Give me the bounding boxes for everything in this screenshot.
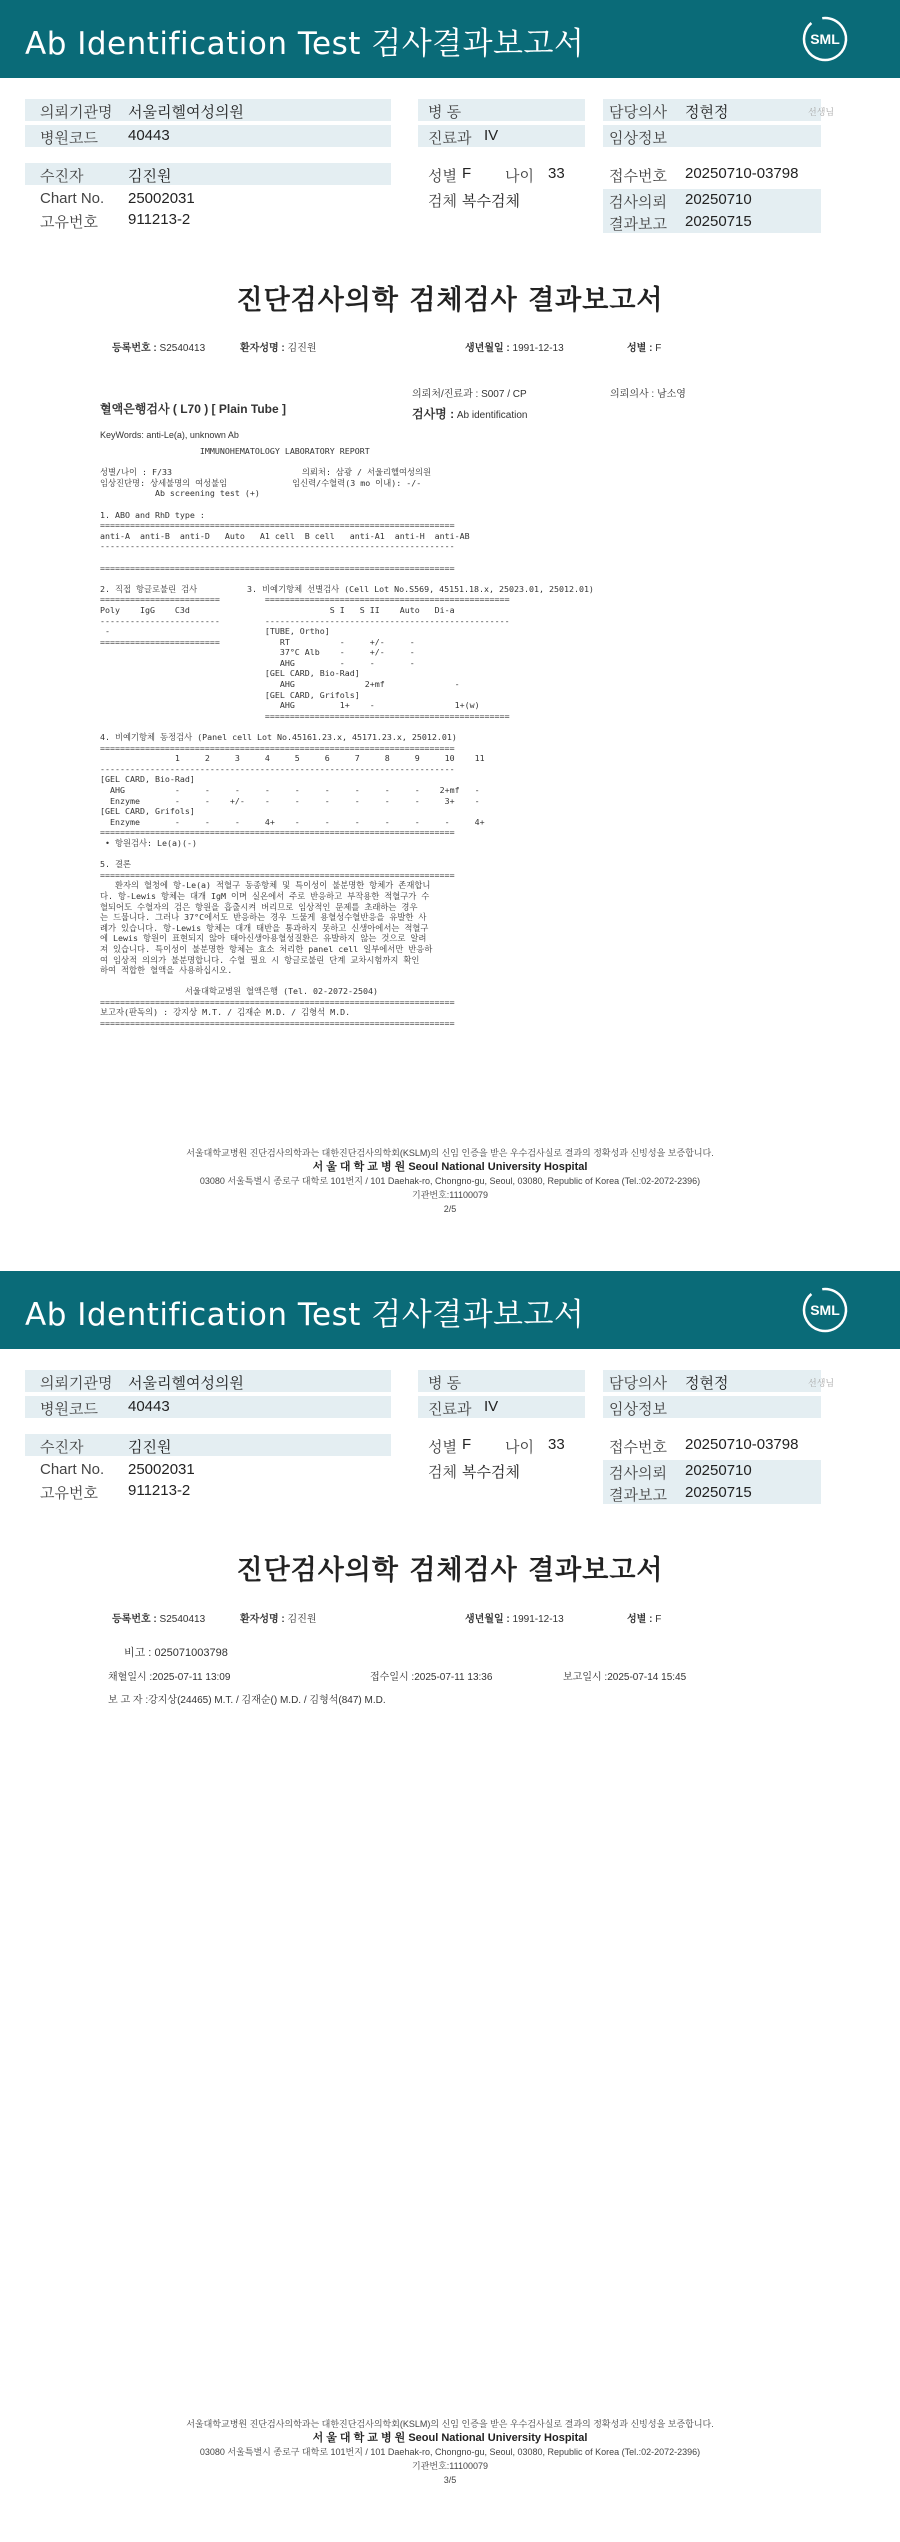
id-label: 고유번호 xyxy=(40,214,98,231)
report-header-title: Ab Identification Test 검사결과보고서 xyxy=(25,26,585,62)
dob-line xyxy=(465,339,564,354)
test-item-line xyxy=(412,405,528,422)
dept-value: IV xyxy=(484,1398,499,1415)
patient-name-label: 환자성명 : xyxy=(240,343,285,354)
test-date-label: 검사의뢰 xyxy=(609,194,667,211)
doctor-label: 담당의사 xyxy=(609,104,667,121)
dob-label: 생년월일 : xyxy=(465,343,510,354)
hospital-code-label: 병원코드 xyxy=(40,130,98,147)
dob-value: 1991-12-13 xyxy=(512,1614,564,1625)
test-date-value: 20250710 xyxy=(685,191,752,208)
age-label: 나이 xyxy=(505,1439,534,1456)
ward-label: 병 동 xyxy=(428,104,462,121)
chart-value: 25002031 xyxy=(128,1461,195,1478)
patient-line xyxy=(112,339,205,354)
reg-value: S2540413 xyxy=(159,343,206,354)
patient-name-line xyxy=(240,339,317,354)
requesting-doctor-line: 의뢰의사 : 남소영 xyxy=(610,389,686,400)
dob-label: 생년월일 : xyxy=(465,1614,510,1625)
clinical-label: 임상정보 xyxy=(609,1401,667,1418)
note-line xyxy=(124,1644,228,1660)
page-number: 3/5 xyxy=(443,2475,457,2485)
report-header-title: Ab Identification Test 검사결과보고서 xyxy=(25,1297,585,1333)
test-date-value: 20250710 xyxy=(685,1462,752,1479)
age-value: 33 xyxy=(548,1436,565,1453)
examinee-value: 김진원 xyxy=(128,168,172,185)
patient-name-value: 김진원 xyxy=(287,1614,317,1625)
examinee-label: 수진자 xyxy=(40,1439,84,1456)
doctor-suffix: 선생님 xyxy=(808,107,835,117)
requesting-org-label: 의뢰기관명 xyxy=(40,1375,113,1392)
report-date-value: 20250715 xyxy=(685,1484,752,1501)
dept-value: IV xyxy=(484,127,499,144)
dept-line: 의뢰처/진료과 : S007 / CP xyxy=(412,389,527,400)
specimen-label: 검체 xyxy=(428,1464,457,1481)
reporter-line: 보 고 자 :강지상(24465) M.T. / 김재순() M.D. / 김형석(847) M.D. xyxy=(108,1695,386,1706)
test-item-label: 검사명 : xyxy=(412,407,455,421)
specimen-label: 검체 xyxy=(428,193,457,210)
requesting-org-label: 의뢰기관명 xyxy=(40,104,113,121)
report-page-3 xyxy=(0,1271,900,2542)
patient-name-value: 김진원 xyxy=(287,343,317,354)
report-time: 보고일시 :2025-07-14 15:45 xyxy=(563,1672,687,1683)
patient-line xyxy=(112,1610,205,1625)
doctor-value: 정현정 xyxy=(685,104,729,121)
footer-hospital: 서 울 대 학 교 병 원 Seoul National University Hospital xyxy=(312,1161,588,1173)
hospital-code-value: 40443 xyxy=(128,127,170,144)
reg-value: S2540413 xyxy=(159,1614,206,1625)
doctor-value: 정현정 xyxy=(685,1375,729,1392)
chart-label: Chart No. xyxy=(40,1461,105,1478)
age-label: 나이 xyxy=(505,168,534,185)
page-number: 2/5 xyxy=(443,1204,457,1214)
footer-address: 03080 서울특별시 종로구 대학로 101번지 / 101 Daehak-ro, Chongno-gu, Seoul, 03080, Republic of Korea (Tel.:02-2072-2396) xyxy=(199,1176,701,1186)
patient-name-line xyxy=(240,1610,317,1625)
hospital-code-value: 40443 xyxy=(128,1398,170,1415)
doc-sex-value: F xyxy=(655,343,662,354)
examinee-value: 김진원 xyxy=(128,1439,172,1456)
immunohematology-report-text: IMMUNOHEMATOLOGY LABORATORY REPORT 성별/나이 : F/33 의뢰처: 삼광 / 서울리헬여성의원 임상진단명: 상세불명의 여성불임 임신력/수혈력(3 mo 이내): -/- Ab screening test (+) 1. ABO and RhD type : ======================================================================= anti-A anti-B anti-D Auto A1 cell B cell anti-A1 anti-H anti-AB ----------------------------------------------------------------------- ======================================================================= 2. 직접 항글로불린 검사 3. 비예기항체 선별검사 (Cell Lot No.S569, 45151.18.x, 25023.01, 25012.01) ======================== ================================================= Poly IgG C3d S I S II Auto Di-a ------------------------ ------------------------------------------------- - [TUBE, Ortho] ======================== RT - +/- - 37°C Alb - +/- - AHG - - - [GEL CARD, Bio-Rad] AHG 2+mf - [GEL CARD, Grifols] AHG 1+ - 1+(w) ================================================= 4. 비예기항체 동정검사 (Panel cell Lot No.45161.23.x, 45171.23.x, 25012.01) ======================================================================= 1 2 3 4 5 6 7 8 9 10 11 ----------------------------------------------------------------------- [GEL CARD, Bio-Rad] AHG - - - - - - - - - 2+mf - Enzyme - - +/- - - - - - - 3+ - [GEL CARD, Grifols] Enzyme - - - 4+ - - - - - - 4+ ======================================================================= • 항원검사: Le(a)(-) 5. 결론 ======================================================================= 환자의 혈청에 항-Le(a) 적혈구 동종항체 및 특이성이 불분명한 항체가 존재합니 다. 항-Lewis 항체는 대개 IgM 이며 실온에서 주로 반응하고 부작용한 적혈구가 수 혈되어도 수혈자의 검은 항원을 흡출시켜 버리므로 임상적인 문제를 초래하는 경우 는 드뭅니다. 그러나 37°C에서도 반응하는 경우 드물게 용혈성수혈반응을 유발한 사 례가 있습니다. 항-Lewis 항체는 대개 태반을 통과하지 못하고 신생아에서는 적혈구 에 Lewis 항원이 표현되지 않아 태아신생아용혈성질환은 유발하지 않는 것으로 알려 져 있습니다. 특이성이 불분명한 항체는 효소 처리한 panel cell 일부에서만 반응하 여 임상적 의의가 불분명합니다. 수혈 필요 시 항글로불린 단계 교차시험까지 확인 하여 적합한 혈액을 사용하십시오. 서울대학교병원 혈액은행 (Tel. 02-2072-2504) ======================================================================= 보고자(판독의) : 강지상 M.T. / 김재순 M.D. / 김형석 M.D. ======================================================================= xyxy=(100,446,594,1029)
sex-value: F xyxy=(462,165,472,182)
requesting-org-value: 서울리헬여성의원 xyxy=(128,1375,244,1392)
dob-line xyxy=(465,1610,564,1625)
specimen-value: 복수검체 xyxy=(462,1464,520,1481)
svg-text:SML: SML xyxy=(810,31,840,47)
receipt-value: 20250710-03798 xyxy=(685,1436,799,1453)
hospital-code-label: 병원코드 xyxy=(40,1401,98,1418)
receipt-label: 접수번호 xyxy=(609,168,667,185)
sex-line xyxy=(627,339,661,354)
report-header xyxy=(0,1271,900,1349)
age-value: 33 xyxy=(548,165,565,182)
dob-value: 1991-12-13 xyxy=(512,343,564,354)
report-date-label: 결과보고 xyxy=(609,216,667,233)
svg-text:SML: SML xyxy=(810,1302,840,1318)
sex-label: 성별 xyxy=(428,1439,457,1456)
receipt-time: 접수일시 :2025-07-11 13:36 xyxy=(370,1672,493,1683)
test-date-label: 검사의뢰 xyxy=(609,1465,667,1482)
reg-label: 등록번호 : xyxy=(112,343,157,354)
report-date-value: 20250715 xyxy=(685,213,752,230)
doc-title: 진단검사의학 검체검사 결과보고서 xyxy=(236,285,664,316)
footer-hospital: 서 울 대 학 교 병 원 Seoul National University Hospital xyxy=(312,2432,588,2444)
sex-value: F xyxy=(462,1436,472,1453)
chart-value: 25002031 xyxy=(128,190,195,207)
report-date-label: 결과보고 xyxy=(609,1487,667,1504)
footer-cert: 서울대학교병원 진단검사의학과는 대한진단검사의학회(KSLM)의 신임 인증을 받은 우수검사실로 결과의 정확성과 신빙성을 보증합니다. xyxy=(186,2419,714,2429)
specimen-value: 복수검체 xyxy=(462,193,520,210)
receipt-value: 20250710-03798 xyxy=(685,165,799,182)
reg-label: 등록번호 : xyxy=(112,1614,157,1625)
note-label: 비고 : xyxy=(124,1647,152,1659)
keywords-line: KeyWords: anti-Le(a), unknown Ab xyxy=(100,430,239,440)
sex-label: 성별 xyxy=(428,168,457,185)
footer-address: 03080 서울특별시 종로구 대학로 101번지 / 101 Daehak-ro, Chongno-gu, Seoul, 03080, Republic of Korea (Tel.:02-2072-2396) xyxy=(199,2447,701,2457)
clinical-label: 임상정보 xyxy=(609,130,667,147)
chart-label: Chart No. xyxy=(40,190,105,207)
test-item-value: Ab identification xyxy=(456,410,528,421)
test-name: 혈액은행검사 ( L70 ) [ Plain Tube ] xyxy=(100,402,287,416)
footer-org-code: 기관번호:11100079 xyxy=(412,1190,488,1200)
sml-logo-icon xyxy=(800,1285,850,1335)
report-header xyxy=(0,0,900,78)
doctor-suffix: 선생님 xyxy=(808,1378,835,1388)
requesting-org-value: 서울리헬여성의원 xyxy=(128,104,244,121)
sml-logo-icon xyxy=(800,14,850,64)
id-value: 911213-2 xyxy=(128,211,191,228)
receipt-label: 접수번호 xyxy=(609,1439,667,1456)
page-footer xyxy=(0,1146,900,1216)
patient-name-label: 환자성명 : xyxy=(240,1614,285,1625)
dept-label: 진료과 xyxy=(428,1401,472,1418)
id-label: 고유번호 xyxy=(40,1485,98,1502)
doctor-label: 담당의사 xyxy=(609,1375,667,1392)
note-value: 025071003798 xyxy=(154,1647,228,1659)
dept-label: 진료과 xyxy=(428,130,472,147)
examinee-label: 수진자 xyxy=(40,168,84,185)
footer-org-code: 기관번호:11100079 xyxy=(412,2461,488,2471)
id-value: 911213-2 xyxy=(128,1482,191,1499)
collect-time: 채혈일시 :2025-07-11 13:09 xyxy=(108,1672,231,1683)
page-footer xyxy=(0,2417,900,2487)
doc-sex-label: 성별 : xyxy=(627,1614,653,1625)
doc-sex-value: F xyxy=(655,1614,662,1625)
ward-label: 병 동 xyxy=(428,1375,462,1392)
footer-cert: 서울대학교병원 진단검사의학과는 대한진단검사의학회(KSLM)의 신임 인증을 받은 우수검사실로 결과의 정확성과 신빙성을 보증합니다. xyxy=(186,1148,714,1158)
doc-sex-label: 성별 : xyxy=(627,343,653,354)
sex-line xyxy=(627,1610,661,1625)
doc-title: 진단검사의학 검체검사 결과보고서 xyxy=(236,1555,664,1586)
